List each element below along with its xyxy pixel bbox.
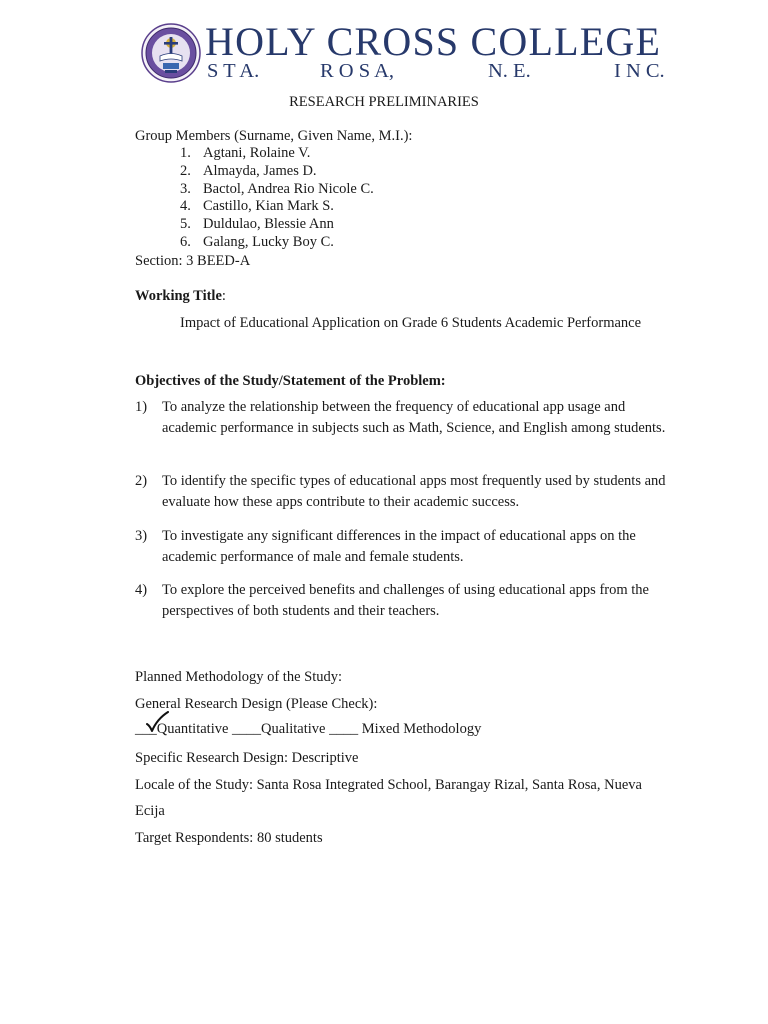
specific-design-line: Specific Research Design: Descriptive — [135, 750, 359, 766]
working-title-label: Working Title — [135, 288, 222, 304]
list-item — [180, 198, 374, 216]
list-item — [180, 181, 374, 199]
college-subtitle-part: N. E. — [488, 60, 531, 82]
section-line: Section: 3 BEED-A — [135, 253, 251, 269]
group-members-label: Group Members (Surname, Given Name, M.I.): — [135, 128, 413, 144]
member-name: Galang, Lucky Boy C. — [203, 233, 334, 250]
college-subtitle-part: S T A. — [207, 60, 260, 82]
objective-number: 2) — [135, 473, 148, 489]
college-name: HOLY CROSS COLLEGE — [205, 19, 662, 64]
list-item — [180, 145, 374, 163]
objectives-heading: Objectives of the Study/Statement of the Problem: — [135, 373, 446, 389]
college-subtitle-part: R O S A, — [320, 60, 395, 82]
target-respondents-line: Target Respondents: 80 students — [135, 830, 323, 846]
list-item — [180, 234, 374, 252]
list-item-number: 6. — [180, 233, 191, 250]
member-name: Agtani, Rolaine V. — [203, 145, 311, 161]
list-item — [180, 163, 374, 181]
member-name: Castillo, Kian Mark S. — [203, 198, 334, 215]
objective-item — [135, 471, 675, 513]
list-item-number: 4. — [180, 198, 191, 215]
member-name: Duldulao, Blessie Ann — [203, 216, 334, 233]
methodology-label: Planned Methodology of the Study: — [135, 669, 343, 685]
list-item-number: 3. — [180, 180, 191, 197]
members-list — [180, 145, 374, 252]
design-options-line: ___Quantitative ____Qualitative ____ Mixed Methodology — [135, 721, 482, 737]
objective-item — [135, 397, 675, 459]
list-item-number: 5. — [180, 216, 191, 233]
locale-line: Locale of the Study: Santa Rosa Integrated School, Barangay Rizal, Santa Rosa, Nueva — [135, 777, 642, 793]
locale-line-continued: Ecija — [135, 803, 165, 819]
objective-item — [135, 526, 675, 568]
letterhead — [141, 19, 686, 84]
objective-text: To analyze the relationship between the frequency of educational app usage and academic performance in subjects such as Math, Science, and English among students. — [162, 399, 666, 436]
objective-text: To explore the perceived benefits and challenges of using educational apps from the perspectives of both students and their teachers. — [162, 582, 649, 619]
document-title: RESEARCH PRELIMINARIES — [289, 94, 479, 110]
objective-number: 3) — [135, 528, 148, 544]
member-name: Almayda, James D. — [203, 162, 317, 179]
member-name: Bactol, Andrea Rio Nicole C. — [203, 180, 374, 197]
general-design-label: General Research Design (Please Check): — [135, 696, 378, 712]
working-title-text: Impact of Educational Application on Grade 6 Students Academic Performance — [180, 315, 642, 331]
list-item-number: 2. — [180, 162, 191, 179]
college-seal-logo — [141, 23, 201, 83]
list-item-number: 1. — [180, 145, 191, 161]
list-item — [180, 216, 374, 234]
college-subtitle-part: I N C. — [614, 60, 665, 82]
objective-item — [135, 580, 675, 622]
objective-number: 4) — [135, 582, 148, 598]
working-title-heading — [135, 287, 226, 305]
objective-text: To identify the specific types of educational apps most frequently used by students and evaluate how these apps contribute to their academic success. — [162, 473, 666, 510]
objective-text: To investigate any significant differences in the impact of educational apps on the academic performance of male and female students. — [162, 528, 636, 565]
objective-number: 1) — [135, 399, 148, 415]
college-subtitle — [207, 60, 665, 82]
working-title-colon: : — [221, 288, 226, 304]
